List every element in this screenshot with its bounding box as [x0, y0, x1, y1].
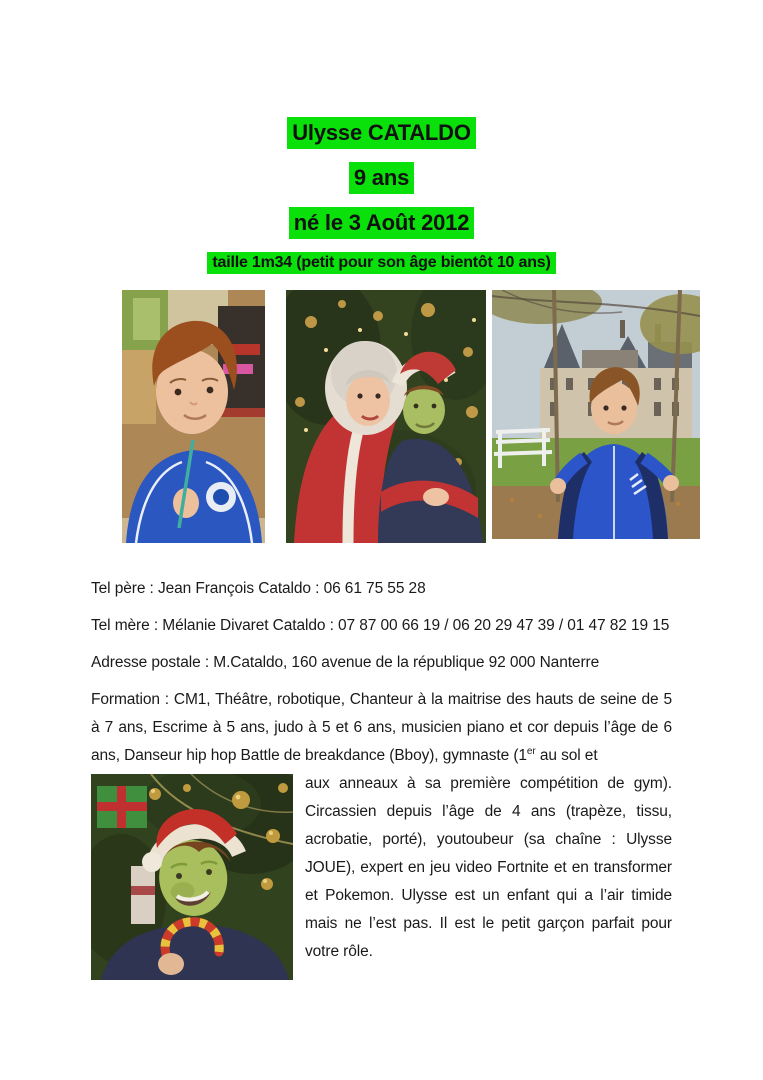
- ordinal-superscript: er: [526, 745, 536, 757]
- formation-paragraph: [91, 686, 672, 770]
- father-contact: Tel père : Jean François Cataldo : 06 61 75 55 28: [91, 580, 426, 597]
- title-line-age: [0, 162, 763, 194]
- mother-contact: Tel mère : Mélanie Divaret Cataldo : 07 87 00 66 19 / 06 20 29 47 39 / 01 47 82 19 15: [91, 617, 670, 634]
- formation-text-start: Formation : CM1, Théâtre, robotique, Chanteur à la maitrise des hauts de seine de 5 à 7 ans, Escrime à 5 ans, judo à 5 et 6 ans, musicien piano et cor depuis l’âge de 6 ans, Danseur hip hop Battle de breakdance (Bboy), gymnaste (1: [91, 691, 672, 764]
- title-line-height: [0, 252, 763, 274]
- photo-grinch-christmas-illustration: [91, 774, 293, 980]
- child-age: 9 ans: [349, 162, 414, 194]
- photo-boy-on-swing-illustration: [492, 290, 700, 539]
- formation-wrap-section: [91, 770, 672, 980]
- photo-boy-on-swing: [492, 290, 700, 539]
- height-note: taille 1m34 (petit pour son âge bientôt 10 ans): [207, 252, 555, 274]
- photo-row: [122, 290, 763, 543]
- formation-continued: aux anneaux à sa première compétition de gym). Circassien depuis l’âge de 4 ans (trapèze, tissu, acrobatie, porté), youtoubeur (sa chaîne : Ulysse JOUE), expert en jeu video Fortnite et en transformer et Pokemon. Ulysse est un enfant qui a l’air timide mais ne l’est pas. Il est le petit garçon parfait pour votre rôle.: [305, 775, 672, 960]
- child-name: Ulysse CATALDO: [287, 117, 476, 149]
- formation-text-end: au sol et: [535, 747, 598, 764]
- postal-address: Adresse postale : M.Cataldo, 160 avenue de la république 92 000 Nanterre: [91, 654, 600, 671]
- title-line-birth: [0, 207, 763, 239]
- photo-boy-painting: [122, 290, 265, 543]
- photo-grinch-christmas: [91, 774, 293, 980]
- title-block: [0, 0, 763, 274]
- photo-christmas-portrait: [286, 290, 486, 543]
- title-line-name: [0, 117, 763, 149]
- photo-christmas-portrait-illustration: [286, 290, 486, 543]
- photo-boy-painting-illustration: [122, 290, 265, 543]
- document-body: [0, 575, 763, 980]
- birth-date: né le 3 Août 2012: [289, 207, 475, 239]
